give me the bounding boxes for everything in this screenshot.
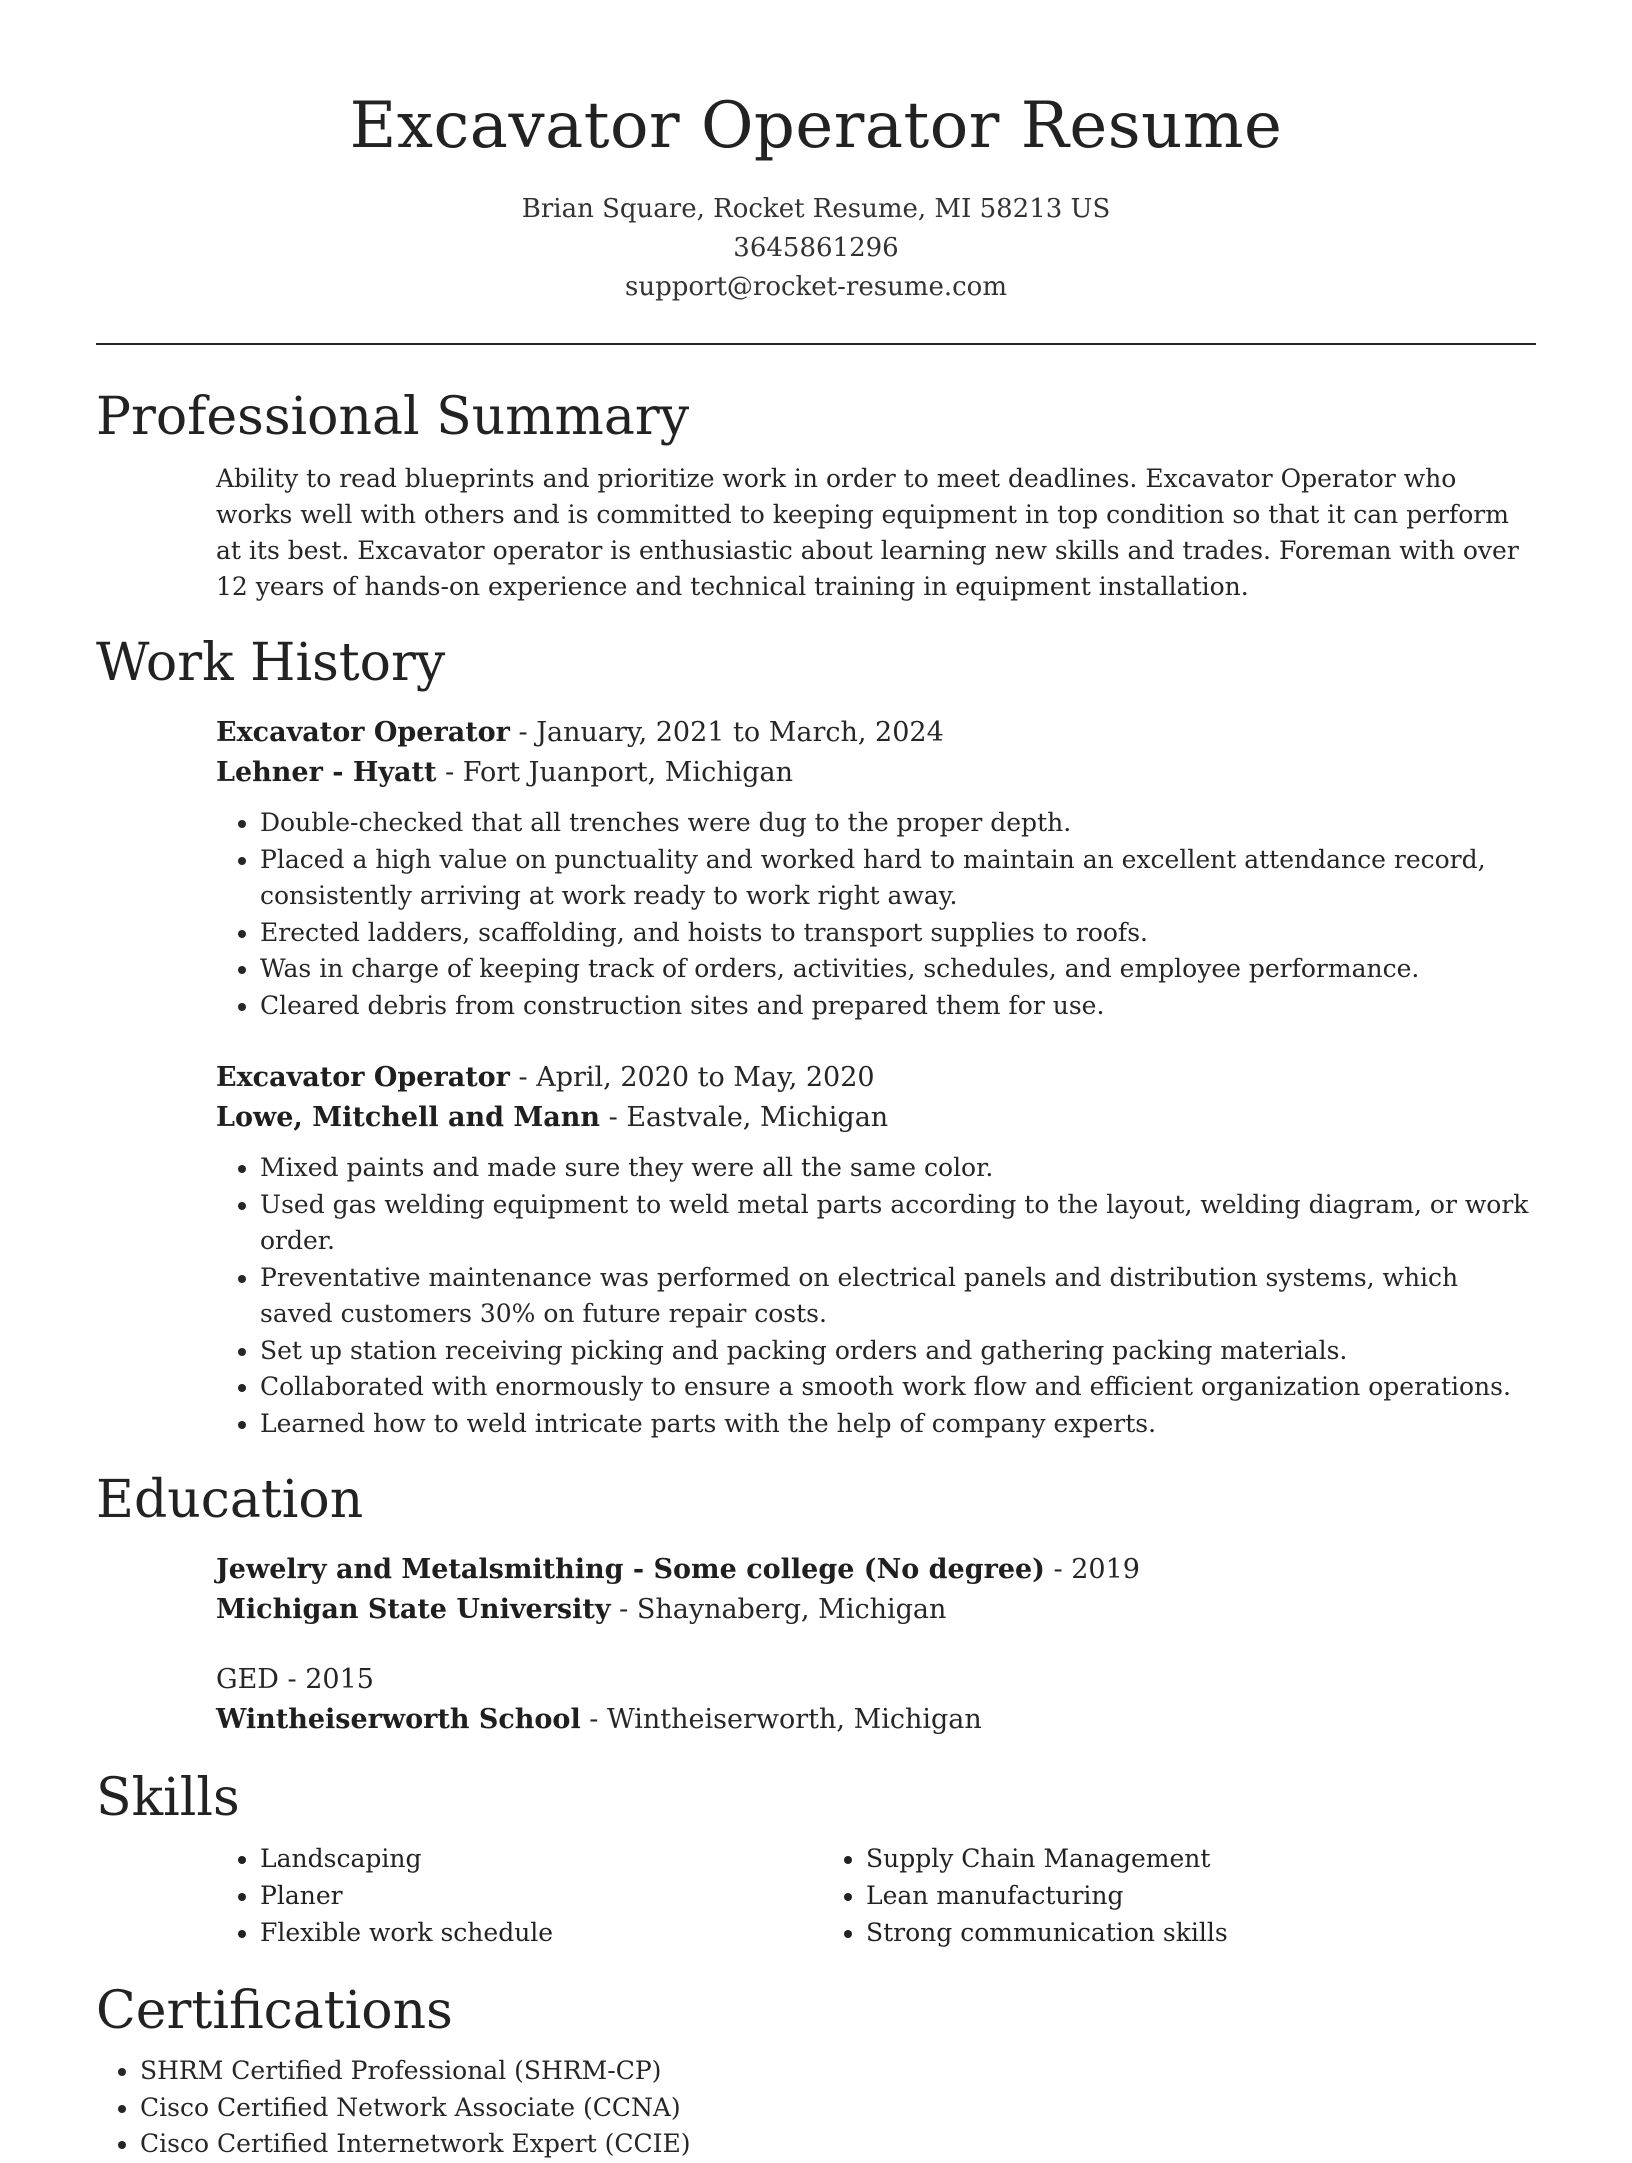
job-title-line bbox=[216, 713, 1536, 753]
certifications-heading: Certifications bbox=[96, 1981, 453, 2041]
list-item: • Was in charge of keeping track of orders, activities, schedules, and employee performance. bbox=[260, 951, 1536, 988]
job-location: - Eastvale, Michigan bbox=[600, 1102, 889, 1133]
education-location: - Shaynaberg, Michigan bbox=[610, 1594, 947, 1625]
list-item: • Supply Chain Management bbox=[866, 1840, 1428, 1877]
education-year: - 2015 bbox=[278, 1664, 374, 1695]
certifications-list bbox=[96, 2053, 1536, 2163]
list-item: • Used gas welding equipment to weld metal parts according to the layout, welding diagram, or work order. bbox=[260, 1187, 1536, 1260]
list-item: • Double-checked that all trenches were dug to the proper depth. bbox=[260, 805, 1536, 842]
summary-section bbox=[96, 385, 1536, 605]
contact-address: Brian Square, Rocket Resume, MI 58213 US bbox=[521, 194, 1111, 224]
list-item: • Landscaping bbox=[260, 1840, 822, 1877]
list-item: • Strong communication skills bbox=[866, 1914, 1428, 1951]
education-degree: Jewelry and Metalsmithing - Some college (No degree) bbox=[216, 1554, 1045, 1585]
education-section bbox=[96, 1468, 1536, 1740]
summary-text: Ability to read blueprints and prioritize work in order to meet deadlines. Excavator Operator who works well with others and is committed to keeping equipment in top condition so that it can perform at its best. Excavator operator is enthusiastic about learning new skills and trades. Foreman with over 12 years of hands-on experience and technical training in equipment installation. bbox=[216, 464, 1519, 601]
skills-list-left bbox=[216, 1840, 822, 1951]
list-item: • Set up station receiving picking and packing orders and gathering packing materials. bbox=[260, 1333, 1536, 1370]
job-entry bbox=[216, 713, 1536, 1024]
list-item: • Lean manufacturing bbox=[866, 1877, 1428, 1914]
job-duties-list bbox=[216, 805, 1536, 1024]
skills-section bbox=[96, 1766, 1536, 1951]
education-school: Wintheiserworth School bbox=[216, 1704, 581, 1735]
education-heading: Education bbox=[96, 1470, 364, 1530]
list-item: • Collaborated with enormously to ensure a smooth work flow and efficient organization operations. bbox=[260, 1369, 1536, 1406]
job-entry bbox=[216, 1058, 1536, 1442]
certifications-section bbox=[96, 1979, 1536, 2163]
summary-heading: Professional Summary bbox=[96, 387, 690, 447]
education-degree-line bbox=[216, 1550, 1536, 1590]
list-item: • Learned how to weld intricate parts with the help of company experts. bbox=[260, 1406, 1536, 1443]
list-item: • Mixed paints and made sure they were all the same color. bbox=[260, 1150, 1536, 1187]
job-title-line bbox=[216, 1058, 1536, 1098]
job-dates: - January, 2021 to March, 2024 bbox=[509, 717, 944, 748]
education-entry bbox=[216, 1660, 1536, 1740]
skills-heading: Skills bbox=[96, 1768, 240, 1828]
job-company: Lehner - Hyatt bbox=[216, 757, 437, 788]
education-entry bbox=[216, 1550, 1536, 1630]
contact-email: support@rocket-resume.com bbox=[624, 272, 1007, 302]
job-title: Excavator Operator bbox=[216, 1062, 510, 1093]
list-item: • Preventative maintenance was performed on electrical panels and distribution systems, which saved customers 30% on future repair costs. bbox=[260, 1260, 1536, 1333]
skills-grid bbox=[216, 1840, 1536, 1951]
job-company: Lowe, Mitchell and Mann bbox=[216, 1102, 601, 1133]
list-item: • Erected ladders, scaffolding, and hoists to transport supplies to roofs. bbox=[260, 915, 1536, 952]
list-item: • Cleared debris from construction sites and prepared them for use. bbox=[260, 988, 1536, 1025]
work-history-heading: Work History bbox=[96, 633, 446, 693]
job-dates: - April, 2020 to May, 2020 bbox=[509, 1062, 875, 1093]
skills-list-right bbox=[822, 1840, 1428, 1951]
list-item: • Flexible work schedule bbox=[260, 1914, 822, 1951]
list-item: • Cisco Certified Internetwork Expert (CCIE) bbox=[140, 2126, 1536, 2163]
list-item: • Planer bbox=[260, 1877, 822, 1914]
job-company-line bbox=[216, 753, 1536, 793]
header-divider bbox=[96, 343, 1536, 345]
job-location: - Fort Juanport, Michigan bbox=[436, 757, 793, 788]
resume-header bbox=[96, 0, 1536, 307]
job-company-line bbox=[216, 1098, 1536, 1138]
resume-page bbox=[96, 0, 1536, 2163]
resume-title: Excavator Operator Resume bbox=[349, 89, 1283, 163]
list-item: • SHRM Certified Professional (SHRM-CP) bbox=[140, 2053, 1536, 2090]
education-degree-line bbox=[216, 1660, 1536, 1700]
education-school: Michigan State University bbox=[216, 1594, 611, 1625]
education-school-line bbox=[216, 1590, 1536, 1630]
job-title: Excavator Operator bbox=[216, 717, 510, 748]
education-degree: GED bbox=[216, 1664, 279, 1695]
list-item: • Cisco Certified Network Associate (CCNA) bbox=[140, 2090, 1536, 2127]
work-history-section bbox=[96, 631, 1536, 1442]
education-school-line bbox=[216, 1700, 1536, 1740]
education-location: - Wintheiserworth, Michigan bbox=[580, 1704, 982, 1735]
list-item: • Placed a high value on punctuality and worked hard to maintain an excellent attendance record, consistently arriving at work ready to work right away. bbox=[260, 842, 1536, 915]
contact-block bbox=[96, 190, 1536, 307]
education-year: - 2019 bbox=[1044, 1554, 1140, 1585]
job-duties-list bbox=[216, 1150, 1536, 1442]
contact-phone: 3645861296 bbox=[733, 233, 899, 263]
